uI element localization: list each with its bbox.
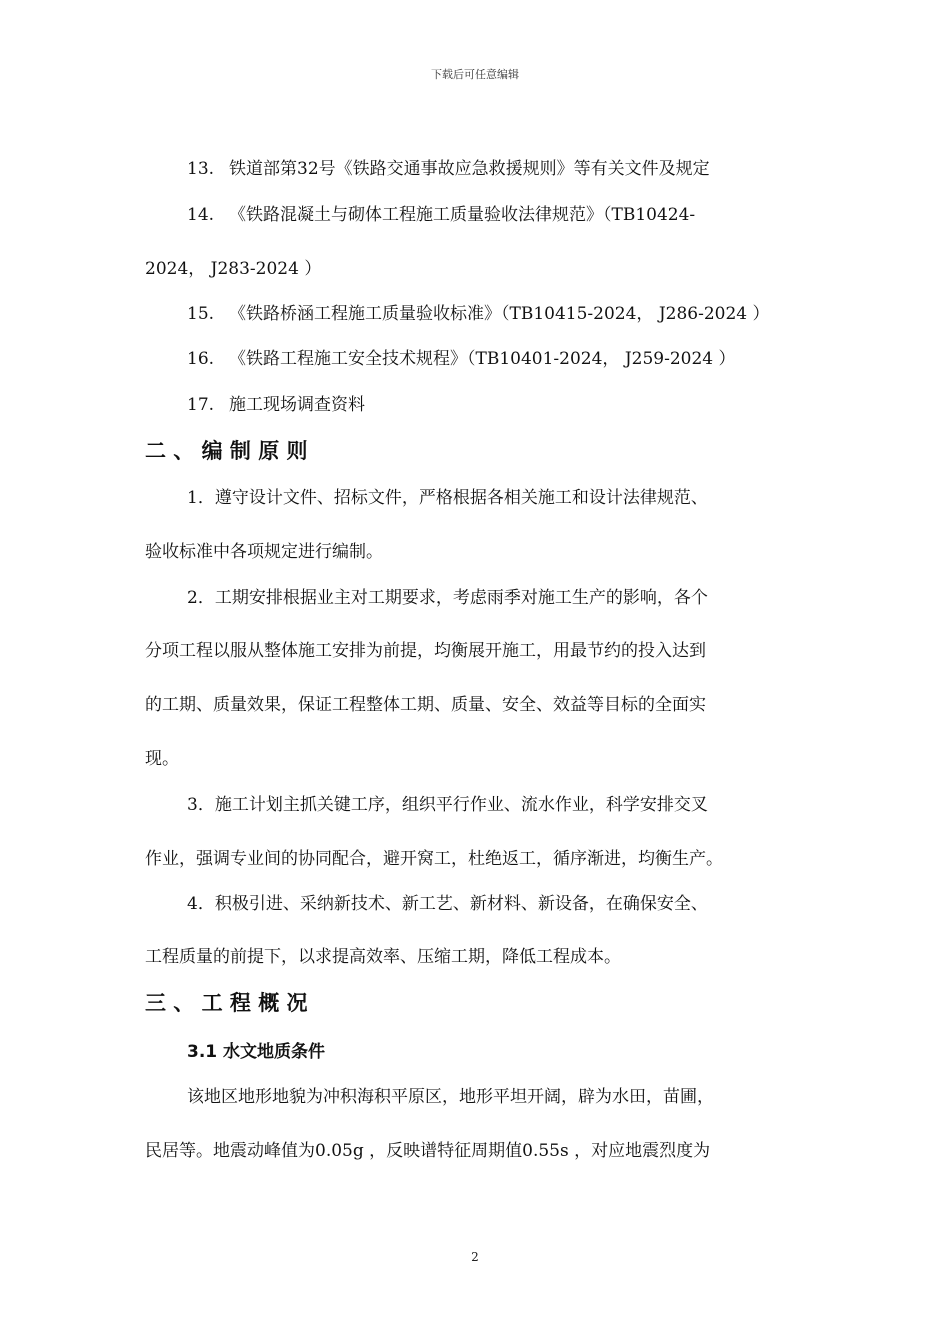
principle-2-line-4: 现。 [145, 749, 179, 769]
principle-3-line-2: 作业，强调专业间的协同配合，避开窝工，杜绝返工，循序渐进，均衡生产。 [145, 849, 723, 869]
principle-4-line-2: 工程质量的前提下，以求提高效率、压缩工期，降低工程成本。 [145, 947, 621, 967]
reference-text: 《铁路混凝土与砌体工程施工质量验收法律规范》（TB10424- [229, 205, 696, 225]
reference-item-13 [187, 158, 710, 180]
principle-1-line-1: 1．遵守设计文件、招标文件，严格根据各相关施工和设计法律规范、 [187, 488, 708, 508]
reference-text: 铁道部第32号《铁路交通事故应急救援规则》等有关文件及规定 [229, 159, 710, 179]
reference-item-14 [187, 204, 695, 226]
reference-item-17 [187, 394, 365, 416]
principle-2-line-1: 2．工期安排根据业主对工期要求，考虑雨季对施工生产的影响，各个 [187, 588, 708, 608]
reference-text: 《铁路工程施工安全技术规程》（TB10401-2024， J259-2024 ） [229, 349, 736, 369]
section-heading-compilation-principles: 二 、 编 制 原 则 [145, 439, 308, 463]
reference-text: 施工现场调查资料 [229, 395, 365, 415]
reference-number: 15. [187, 304, 215, 324]
principle-2-line-2: 分项工程以服从整体施工安排为前提，均衡展开施工，用最节约的投入达到 [145, 641, 706, 661]
overview-line-2: 民居等。地震动峰值为0.05g ，反映谱特征周期值0.55s ，对应地震烈度为 [145, 1141, 711, 1161]
page-number: 2 [471, 1250, 479, 1264]
principle-4-line-1: 4．积极引进、采纳新技术、新工艺、新材料、新设备，在确保安全、 [187, 894, 708, 914]
subsection-heading-hydrogeology: 3.1 水文地质条件 [187, 1042, 326, 1062]
principle-1-line-2: 验收标准中各项规定进行编制。 [145, 542, 383, 562]
section-heading-project-overview: 三 、 工 程 概 况 [145, 991, 308, 1015]
reference-item-15 [187, 303, 770, 325]
reference-item-16 [187, 348, 736, 370]
reference-number: 14. [187, 205, 215, 225]
principle-3-line-1: 3．施工计划主抓关键工序，组织平行作业、流水作业，科学安排交叉 [187, 795, 708, 815]
page-header: 下载后可任意编辑 [431, 68, 519, 81]
reference-number: 17. [187, 395, 215, 415]
reference-item-14-continued: 2024， J283-2024 ） [145, 259, 322, 279]
overview-line-1: 该地区地形地貌为冲积海积平原区，地形平坦开阔，辟为水田，苗圃， [187, 1087, 714, 1107]
principle-2-line-3: 的工期、质量效果，保证工程整体工期、质量、安全、效益等目标的全面实 [145, 695, 706, 715]
reference-number: 13. [187, 159, 215, 179]
reference-number: 16. [187, 349, 215, 369]
reference-text: 《铁路桥涵工程施工质量验收标准》（TB10415-2024， J286-2024 ） [229, 304, 770, 324]
